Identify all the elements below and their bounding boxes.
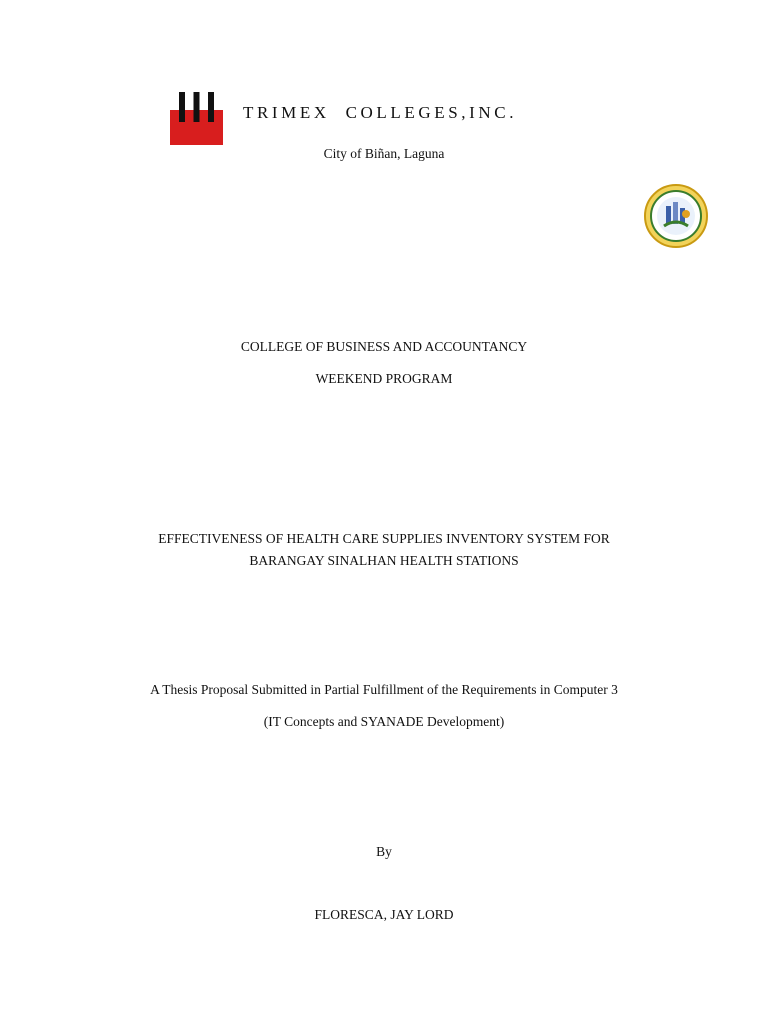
- author-name: FLORESCA, JAY LORD: [314, 907, 454, 922]
- college-department: COLLEGE OF BUSINESS AND ACCOUNTANCY: [240, 339, 528, 354]
- college-name: TRIMEX COLLEGES,INC.: [243, 103, 518, 122]
- seal-icon: [644, 184, 708, 248]
- thesis-title-line-2: BARANGAY SINALHAN HEALTH STATIONS: [249, 553, 519, 568]
- thesis-purpose: A Thesis Proposal Submitted in Partial Fulfillment of the Requirements in Computer 3: [150, 682, 618, 697]
- trimex-logo-icon: [170, 92, 223, 145]
- program-name: WEEKEND PROGRAM: [315, 371, 453, 386]
- thesis-title-line-1: EFFECTIVENESS OF HEALTH CARE SUPPLIES INVENTORY SYSTEM FOR: [158, 531, 610, 546]
- course-name: (IT Concepts and SYANADE Development): [263, 714, 505, 729]
- thesis-title: [0, 528, 768, 572]
- college-location: City of Biñan, Laguna: [323, 146, 445, 161]
- by-label: By: [376, 844, 392, 859]
